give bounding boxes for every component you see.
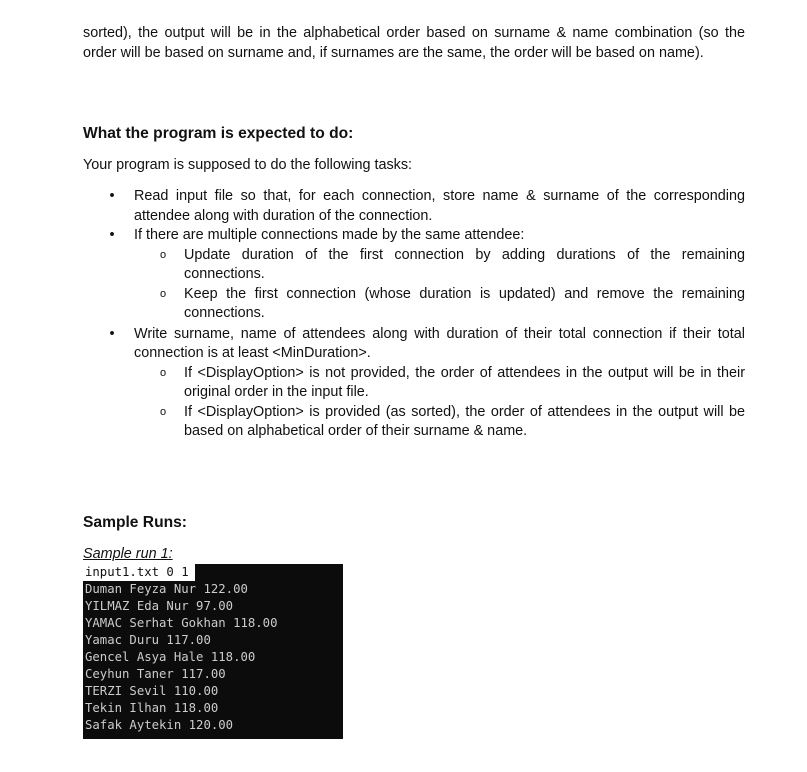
task-list [83,187,745,442]
console-command-line: input1.txt 0 1 [83,564,195,581]
subtask-list [134,364,745,442]
console-line: Yamac Duru 117.00 [85,633,211,647]
circle-bullet-icon: o [159,287,167,300]
subtask-list [134,246,745,324]
circle-bullet-icon: o [159,405,167,418]
task-text: Read input file so that, for each connection, store name & surname of the corresponding attendee along with duration of the connection. [134,188,745,224]
subtask-text: Keep the first connection (whose duration is updated) and remove the remaining connections. [184,285,745,321]
section-heading: What the program is expected to do: [83,125,354,142]
console-line: Ceyhun Taner 117.00 [85,667,226,681]
bullet-icon: • [109,325,115,342]
console-line: TERZI Sevil 110.00 [85,684,219,698]
bullet-icon: • [109,227,115,243]
console-line: YAMAC Serhat Gokhan 118.00 [85,616,278,630]
circle-bullet-icon: o [159,366,167,379]
task-item [83,187,745,226]
subtask-text: If <DisplayOption> is not provided, the order of attendees in the output will be in their original order in the input file. [184,364,745,400]
intro-paragraph: sorted), the output will be in the alphabetical order based on surname & name combination (so the order will be based on surname and, if surnames are the same, the order will be based on name). [83,25,745,61]
subtask-item [134,246,745,285]
bullet-icon: • [109,188,115,204]
console-line: YILMAZ Eda Nur 97.00 [85,599,234,613]
console-line: Gencel Asya Hale 118.00 [85,650,256,664]
console-line: Tekin Ilhan 118.00 [85,701,219,715]
subtask-text: Update duration of the first connection by adding durations of the remaining connections. [184,246,745,282]
task-text: If there are multiple connections made by the same attendee: [134,227,525,243]
subtask-item [134,364,745,403]
console-line: Safak Aytekin 120.00 [85,718,234,732]
subtask-text: If <DisplayOption> is provided (as sorted), the order of attendees in the output will be based on alphabetical order of their surname & name. [184,403,745,439]
sample-runs-heading: Sample Runs: [83,514,187,531]
task-item [83,325,745,442]
tasks-intro: Your program is supposed to do the following tasks: [83,157,413,173]
task-text: Write surname, name of attendees along with duration of their total connection if their total connection is at least <MinDuration>. [134,325,745,361]
sample-run-label: Sample run 1: [83,546,173,562]
task-item [83,226,745,324]
subtask-item [134,285,745,324]
subtask-item [134,403,745,442]
console-line: Duman Feyza Nur 122.00 [85,582,248,596]
circle-bullet-icon: o [159,248,167,261]
console-output [83,564,343,739]
